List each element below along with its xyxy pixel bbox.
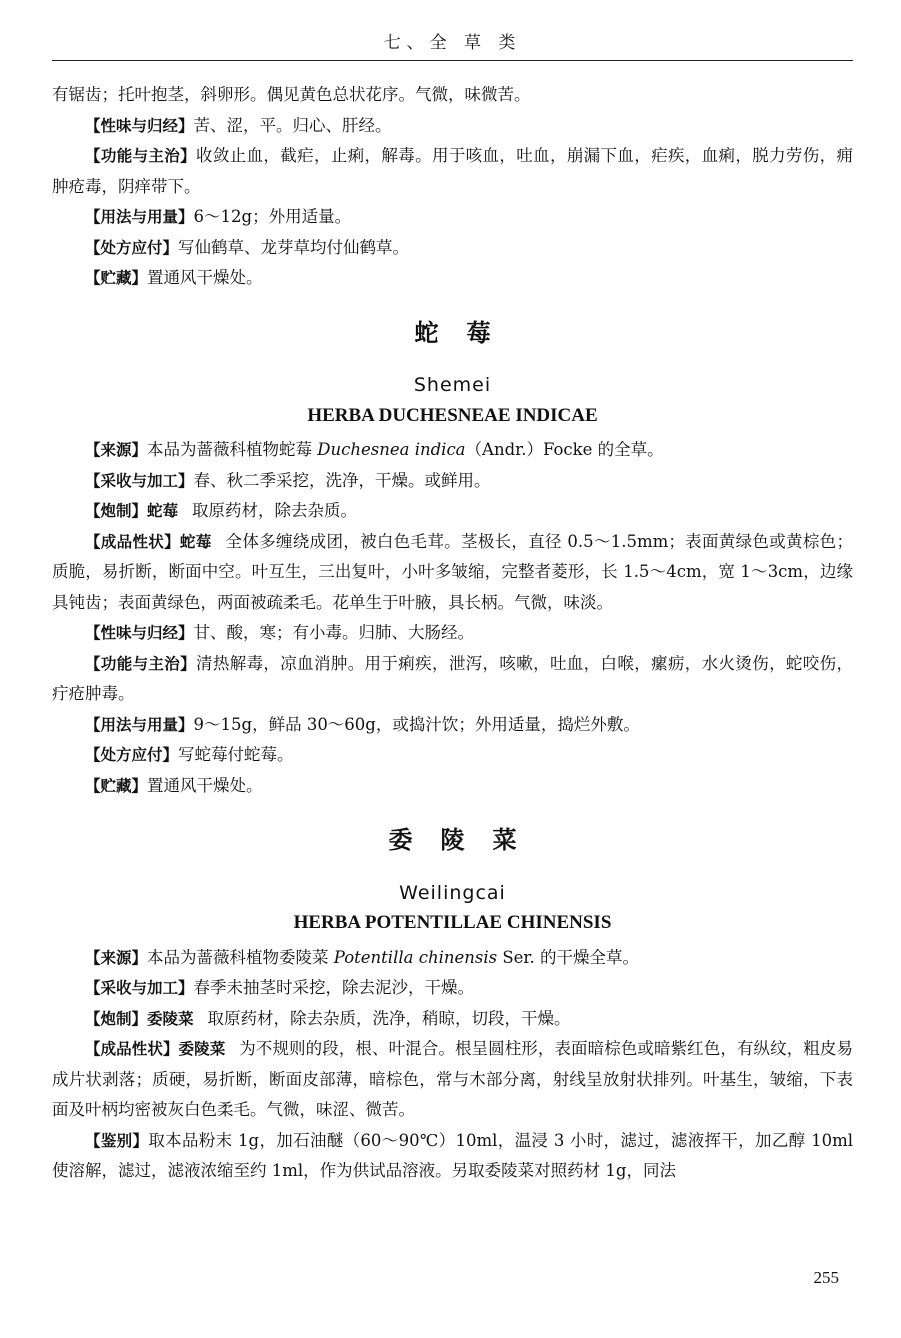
paragraph-text: 写仙鹤草、龙芽草均付仙鹤草。 (178, 237, 410, 257)
paragraph-text: 收敛止血，截疟，止痢，解毒。用于咳血，吐血，崩漏下血，疟疾，血痢，脱力劳伤，痈肿疮毒，阴痒带下。 (52, 146, 853, 196)
section-tag: 【功能与主治】 (85, 654, 196, 673)
entry-source (52, 435, 853, 466)
paragraph-text: 全体多缠绕成团，被白色毛茸。茎极长，直径 0.5～1.5mm；表面黄绿色或黄棕色；质脆，易折断，断面中空。叶互生，三出复叶，小叶多皱缩，完整者菱形，长 1.5～4cm，宽 1～3cm，边缘具钝齿；表面黄绿色，两面被疏柔毛。花单生于叶腋，具长柄。气微，味淡。 (52, 531, 853, 612)
paragraph-text: （Andr.）Focke 的全草。 (465, 440, 664, 459)
paragraph-text: 本品为蔷薇科植物委陵菜 (147, 947, 334, 967)
entry-latin-name: HERBA POTENTILLAE CHINENSIS (293, 912, 612, 933)
paragraph-text: 本品为蔷薇科植物蛇莓 (147, 440, 318, 459)
carryover-description-end (52, 80, 853, 111)
section-tag: 【性味与归经】 (85, 624, 194, 642)
paragraph-text: 9～15g，鲜品 30～60g，或捣汁饮；外用适量，捣烂外敷。 (193, 714, 640, 734)
entry-pinyin: Shemei (413, 374, 492, 396)
running-header: 七、全 草 类 (383, 33, 522, 53)
sub-heading: 蛇莓 (179, 532, 212, 551)
section-tag: 【用法与用量】 (85, 715, 194, 734)
carryover-storage (52, 263, 853, 294)
paragraph-text: 苦、涩，平。归心、肝经。 (193, 115, 392, 135)
spacer (52, 801, 853, 825)
entry-nature (52, 618, 853, 649)
carryover-nature (52, 111, 853, 142)
entry-pinyin: Weilingcai (399, 881, 506, 904)
entry-harvest (52, 973, 853, 1004)
entry-latin-name: HERBA DUCHESNEAE INDICAE (307, 404, 598, 426)
entry-source (52, 943, 853, 974)
page-number: 255 (813, 1268, 839, 1287)
entry-function (52, 649, 853, 710)
header-rule (52, 60, 853, 61)
entry-usage (52, 710, 853, 741)
section-tag: 【采收与加工】 (85, 471, 194, 490)
section-tag: 【处方应付】 (85, 746, 179, 764)
entry-description (52, 1034, 853, 1126)
paragraph-text: Ser. 的干燥全草。 (497, 947, 639, 967)
sub-heading: 委陵菜 (147, 1009, 194, 1028)
page-content (52, 80, 853, 1187)
species-latin: Duchesnea indica (317, 440, 466, 459)
sub-heading: 委陵菜 (178, 1040, 226, 1058)
entry-identification (52, 1126, 853, 1187)
entry-description (52, 527, 853, 619)
spacer (52, 294, 853, 318)
carryover-usage (52, 202, 853, 233)
section-tag: 【炮制】 (85, 502, 148, 520)
sub-heading: 蛇莓 (147, 502, 179, 520)
spacer (52, 348, 853, 370)
carryover-function (52, 141, 853, 202)
section-tag: 【成品性状】 (85, 1040, 179, 1058)
entry-storage (52, 771, 853, 802)
paragraph-text: 置通风干燥处。 (147, 268, 263, 287)
entry-processing (52, 496, 853, 527)
paragraph-text: 清热解毒，凉血消肿。用于痢疾，泄泻，咳嗽，吐血，白喉，瘰疬，水火烫伤，蛇咬伤，疔疮肿毒。 (52, 653, 853, 703)
paragraph-text: 取原药材，除去杂质，洗净，稍晾，切段，干燥。 (207, 1008, 571, 1028)
paragraph-text: 取本品粉末 1g，加石油醚（60～90℃）10ml，温浸 3 小时，滤过，滤液挥干，加乙醇 10ml 使溶解，滤过，滤液浓缩至约 1ml，作为供试品溶液。另取委陵菜对照药材 1g，同法 (52, 1130, 853, 1180)
entry-title: 委陵菜 (388, 826, 545, 854)
section-tag: 【性味与归经】 (85, 116, 194, 135)
paragraph-text: 6～12g；外用适量。 (193, 207, 352, 226)
section-tag: 【鉴别】 (85, 1131, 149, 1150)
paragraph-text: 置通风干燥处。 (147, 775, 263, 795)
paragraph-text: 春季未抽茎时采挖，除去泥沙，干燥。 (193, 978, 475, 997)
entry-harvest (52, 466, 853, 497)
paragraph-text: 取原药材，除去杂质。 (192, 501, 358, 520)
spacer (52, 856, 853, 878)
paragraph-text: 为不规则的段，根、叶混合。根呈圆柱形，表面暗棕色或暗紫红色，有纵纹，粗皮易成片状剥落；质硬，易折断，断面皮部薄，暗棕色，常与木部分离，射线呈放射状排列。叶基生，皱缩，下表面及叶柄均密被灰白色柔毛。气微，味涩、微苦。 (52, 1039, 853, 1119)
entry-processing (52, 1004, 853, 1035)
carryover-prescription (52, 233, 853, 264)
species-latin: Potentilla chinensis (333, 947, 498, 967)
paragraph-text: 写蛇莓付蛇莓。 (178, 745, 294, 764)
entry-title: 蛇莓 (414, 318, 519, 347)
entry-prescription (52, 740, 853, 771)
section-tag: 【来源】 (85, 948, 148, 967)
paragraph-text: 甘、酸，寒；有小毒。归肺、大肠经。 (193, 623, 475, 642)
section-tag: 【来源】 (85, 441, 148, 459)
section-tag: 【炮制】 (85, 1009, 148, 1028)
paragraph-text: 春、秋二季采挖，洗净，干燥。或鲜用。 (193, 470, 491, 490)
paragraph-text: 有锯齿；托叶抱茎，斜卵形。偶见黄色总状花序。气微，味微苦。 (52, 85, 531, 104)
section-tag: 【贮藏】 (85, 776, 148, 795)
section-tag: 【处方应付】 (85, 238, 179, 257)
section-tag: 【采收与加工】 (85, 979, 194, 997)
section-tag: 【成品性状】 (85, 532, 180, 551)
section-tag: 【贮藏】 (85, 269, 148, 287)
section-tag: 【用法与用量】 (85, 208, 194, 226)
section-tag: 【功能与主治】 (85, 147, 196, 165)
